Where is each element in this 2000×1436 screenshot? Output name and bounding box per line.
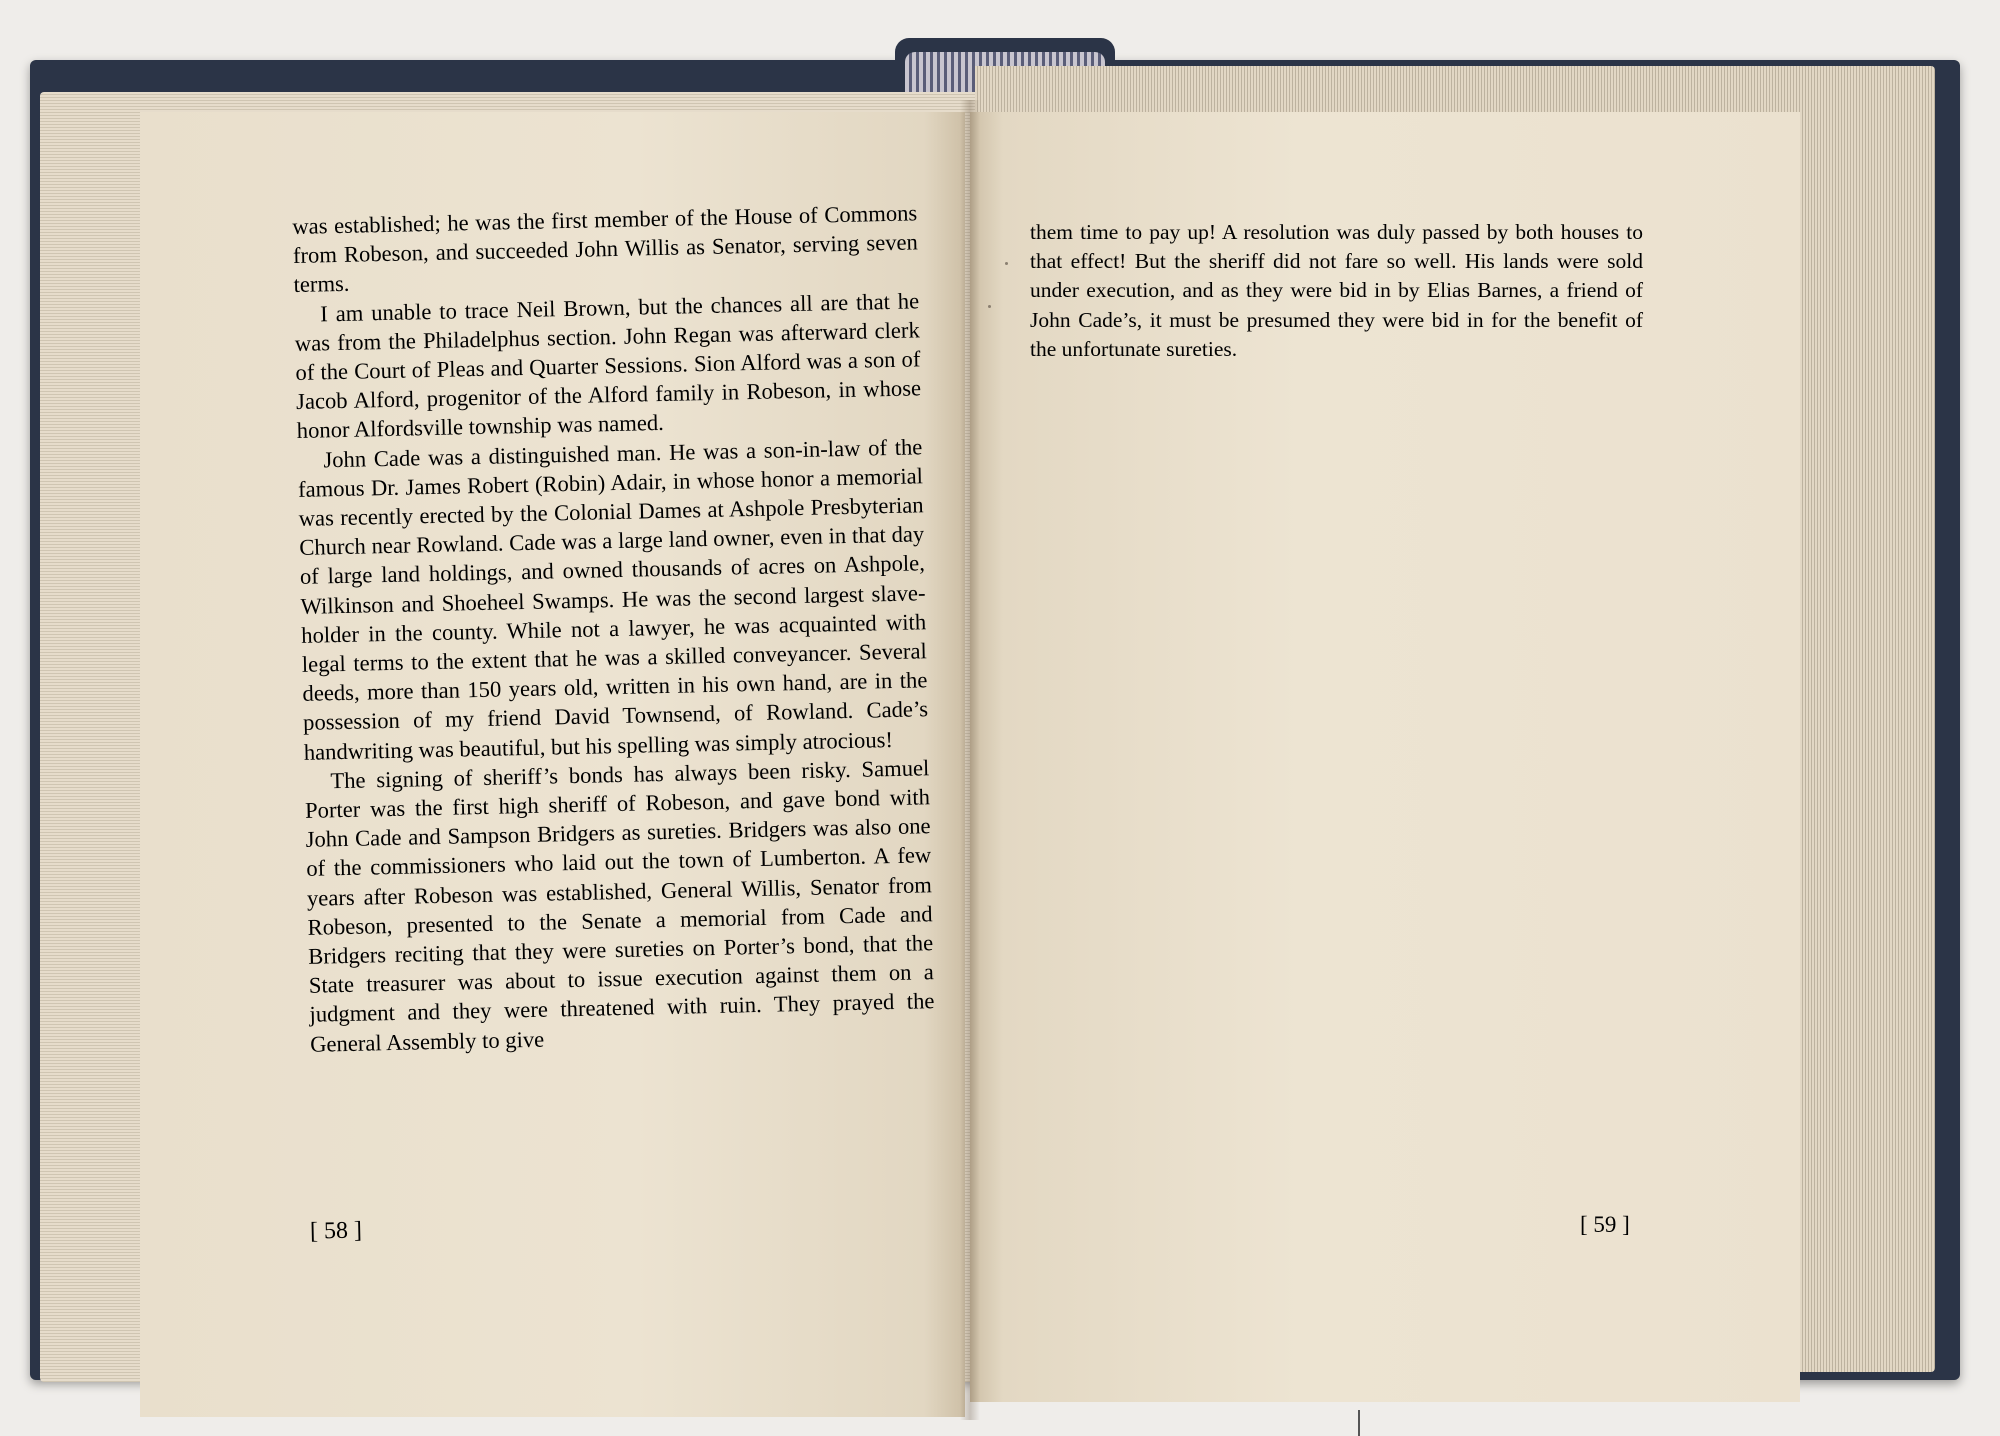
paragraph: was established; he was the first member of the House of Commons from Robeson, and succeeded John Willis as Senator, serving seven terms. [292,200,919,298]
page-speck [1005,262,1008,265]
desk-mark [1358,1410,1360,1436]
right-page-text [1030,218,1643,364]
paragraph: John Cade was a distinguished man. He was a son-in-law of the famous Dr. James Robert (Robin) Adair, in whose honor a memorial was recently erected by the Colonial Dames at Ashpole Presbyterian Church near Rowland. Cade was a large land owner, even in that day of large land holdings, and owned thousands of acres on Ashpole, Wilkinson and Shoeheel Swamps. He was the second largest slave-holder in the county. While not a lawyer, he was acquainted with legal terms to the extent that he was a skilled conveyancer. Several deeds, more than 150 years old, written in his own hand, are in the possession of my friend David Townsend, of Rowland. Cade’s handwriting was beautiful, but his spelling was simply atrocious! [297,433,929,765]
paragraph: them time to pay up! A resolution was duly passed by both houses to that effect! But the sheriff did not fare so well. His lands were sold under execution, and as they were bid in by Elias Barnes, a friend of John Cade’s, it must be presumed they were bid in for the benefit of the unfortunate sureties. [1030,220,1643,361]
page-number: [ 59 ] [1580,1212,1630,1237]
page-speck [988,305,991,308]
left-page-text [292,198,935,1058]
paragraph: I am unable to trace Neil Brown, but the chances all are that he was from the Philadelphus section. John Regan was afterward clerk of the Court of Pleas and Quarter Sessions. Sion Alford was a son of Jacob Alford, progenitor of the Alford family in Robeson, in whose honor Alfordsville township was named. [294,287,922,444]
page-number: [ 58 ] [309,1217,363,1245]
book-gutter [960,100,980,1420]
paragraph: The signing of sheriff’s bonds has always been risky. Samuel Porter was the first high sheriff of Robeson, and gave bond with John Cade and Sampson Bridgers as sureties. Bridgers was also one of the commissioners who laid out the town of Lumberton. A few years after Robeson was established, General Willis, Senator from Robeson, presented to the Senate a memorial from Cade and Bridgers reciting that they were sureties on Porter’s bond, that the State treasurer was about to issue execution against them on a judgment and they were threatened with ruin. They prayed the General Assembly to give [304,755,935,1057]
